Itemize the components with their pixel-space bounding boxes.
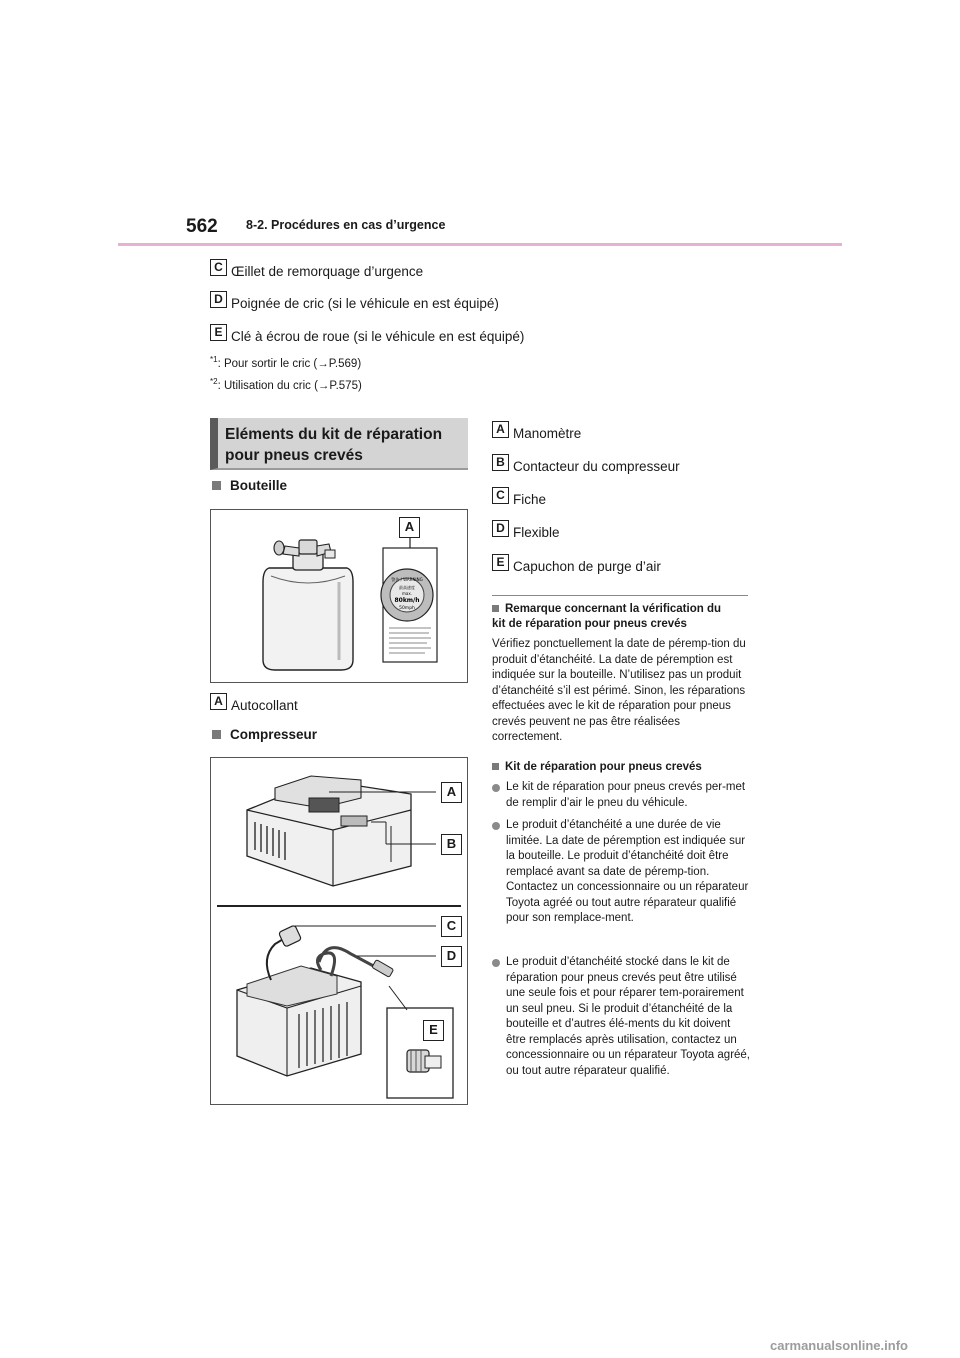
letter-badge: D bbox=[492, 520, 509, 537]
sticker-max: max. bbox=[402, 591, 412, 596]
page-number: 562 bbox=[186, 216, 218, 237]
legend-label: Manomètre bbox=[513, 426, 582, 441]
right-legend-d bbox=[492, 521, 560, 540]
footnote-mark: *2 bbox=[210, 377, 218, 386]
bullet-item bbox=[492, 780, 752, 811]
legend-item-e bbox=[210, 325, 525, 344]
note2-heading-label: Kit de réparation pour pneus crevés bbox=[505, 761, 702, 773]
letter-badge: E bbox=[492, 554, 509, 571]
header-rule bbox=[118, 243, 842, 246]
right-legend-a bbox=[492, 422, 582, 441]
bullet-dot-icon bbox=[492, 822, 500, 830]
callout-b: B bbox=[441, 834, 462, 855]
note2-heading bbox=[492, 760, 752, 775]
legend-item-d bbox=[210, 292, 499, 311]
legend-item-c bbox=[210, 260, 424, 279]
footnote-1 bbox=[210, 355, 361, 370]
bottle-heading bbox=[212, 478, 287, 493]
kit-heading-line2: pour pneus crevés bbox=[225, 447, 363, 464]
bullet-text: Le produit d’étanchéité a une durée de vie limitée. La date de péremption est indiquée sur la bouteille. Le produit d’étanchéité doit être remplacé avant sa date de péremp-tion. Contactez un concessionnaire ou un réparateur Toyota agréé ou tout autre réparateur qualifié pour son remplace-ment. bbox=[506, 819, 749, 924]
bullet-text: Le kit de réparation pour pneus crevés per-met de remplir d’air le pneu du véhicule. bbox=[506, 781, 746, 809]
note1-heading-line1: Remarque concernant la vérification du bbox=[505, 603, 722, 615]
compressor-figure bbox=[210, 757, 468, 1105]
note1-heading bbox=[492, 602, 752, 631]
legend-label: Œillet de remorquage d’urgence bbox=[231, 264, 424, 279]
square-bullet-icon bbox=[492, 763, 499, 770]
letter-badge: A bbox=[210, 693, 227, 710]
sticker-mph: 50mph bbox=[399, 606, 415, 611]
sticker-kmh: 80km/h bbox=[394, 597, 420, 604]
bullet-item bbox=[492, 955, 752, 1079]
compressor-heading bbox=[212, 727, 317, 742]
compressor-heading-label: Compresseur bbox=[230, 727, 318, 742]
legend-label: Autocollant bbox=[231, 698, 298, 713]
legend-label: Contacteur du compresseur bbox=[513, 459, 680, 474]
bottle-illustration bbox=[211, 510, 467, 682]
callout-a: A bbox=[399, 517, 420, 538]
legend-label: Flexible bbox=[513, 525, 560, 540]
letter-badge: B bbox=[492, 454, 509, 471]
letter-badge: C bbox=[210, 259, 227, 276]
kit-heading-line1: Eléments du kit de réparation bbox=[225, 426, 443, 443]
right-legend-b bbox=[492, 455, 680, 474]
bullet-item bbox=[492, 818, 752, 927]
watermark: carmanualsonline.info bbox=[770, 1338, 908, 1353]
callout-c: C bbox=[441, 916, 462, 937]
note1-heading-line2: kit de réparation pour pneus crevés bbox=[492, 617, 687, 630]
square-bullet-icon bbox=[212, 481, 221, 490]
letter-badge: E bbox=[210, 324, 227, 341]
note1-body: Vérifiez ponctuellement la date de péremp-tion du produit d’étanchéité. La date de péremption est indiquée sur la bouteille. N’utilisez pas un produit d’étanchéité s’il est périmé. Sinon, les réparations effectuées avec le kit de réparation pour pneus crevés peuvent ne pas être réalisées correctement. bbox=[492, 638, 746, 743]
square-bullet-icon bbox=[492, 605, 499, 612]
footnote-text: : Pour sortir le cric (→P.569) bbox=[217, 357, 362, 370]
callout-d: D bbox=[441, 946, 462, 967]
footnote-text: : Utilisation du cric (→P.575) bbox=[217, 379, 362, 392]
legend-label: Capuchon de purge d’air bbox=[513, 559, 661, 574]
letter-badge: D bbox=[210, 291, 227, 308]
kit-heading bbox=[210, 418, 468, 470]
sticker-speed-jp: 最高速度 bbox=[399, 585, 415, 590]
footnote-mark: *1 bbox=[210, 355, 218, 364]
compressor-illustration bbox=[211, 758, 467, 1104]
callout-e: E bbox=[423, 1020, 444, 1041]
square-bullet-icon bbox=[212, 730, 221, 739]
section-divider bbox=[492, 595, 748, 596]
letter-badge: C bbox=[492, 487, 509, 504]
bullet-dot-icon bbox=[492, 784, 500, 792]
right-legend-c bbox=[492, 488, 547, 507]
legend-label: Clé à écrou de roue (si le véhicule en est équipé) bbox=[231, 329, 525, 344]
footnote-2 bbox=[210, 377, 362, 392]
letter-badge: A bbox=[492, 421, 509, 438]
legend-label: Poignée de cric (si le véhicule en est équipé) bbox=[231, 296, 499, 311]
bottle-heading-label: Bouteille bbox=[230, 478, 288, 493]
bottle-figure bbox=[210, 509, 468, 683]
callout-a: A bbox=[441, 782, 462, 803]
bottle-legend-a bbox=[210, 694, 298, 713]
section-title: 8-2. Procédures en cas d’urgence bbox=[246, 218, 446, 232]
bullet-text: Le produit d’étanchéité stocké dans le kit de réparation pour pneus crevés peut être utilisé une seule fois et pour réparer tem-porairement un seul pneu. Si le produit d’étanchéité de la bouteille et d’autres élé-ments du kit doivent être remplacés après utilisation, contactez un concessionnaire ou un réparateur Toyota agréé, ou tout autre réparateur qualifié. bbox=[506, 956, 751, 1077]
bullet-dot-icon bbox=[492, 959, 500, 967]
right-legend-e bbox=[492, 555, 661, 574]
sticker-warning-text: 警告 / WARNING bbox=[391, 577, 423, 582]
legend-label: Fiche bbox=[513, 492, 547, 507]
